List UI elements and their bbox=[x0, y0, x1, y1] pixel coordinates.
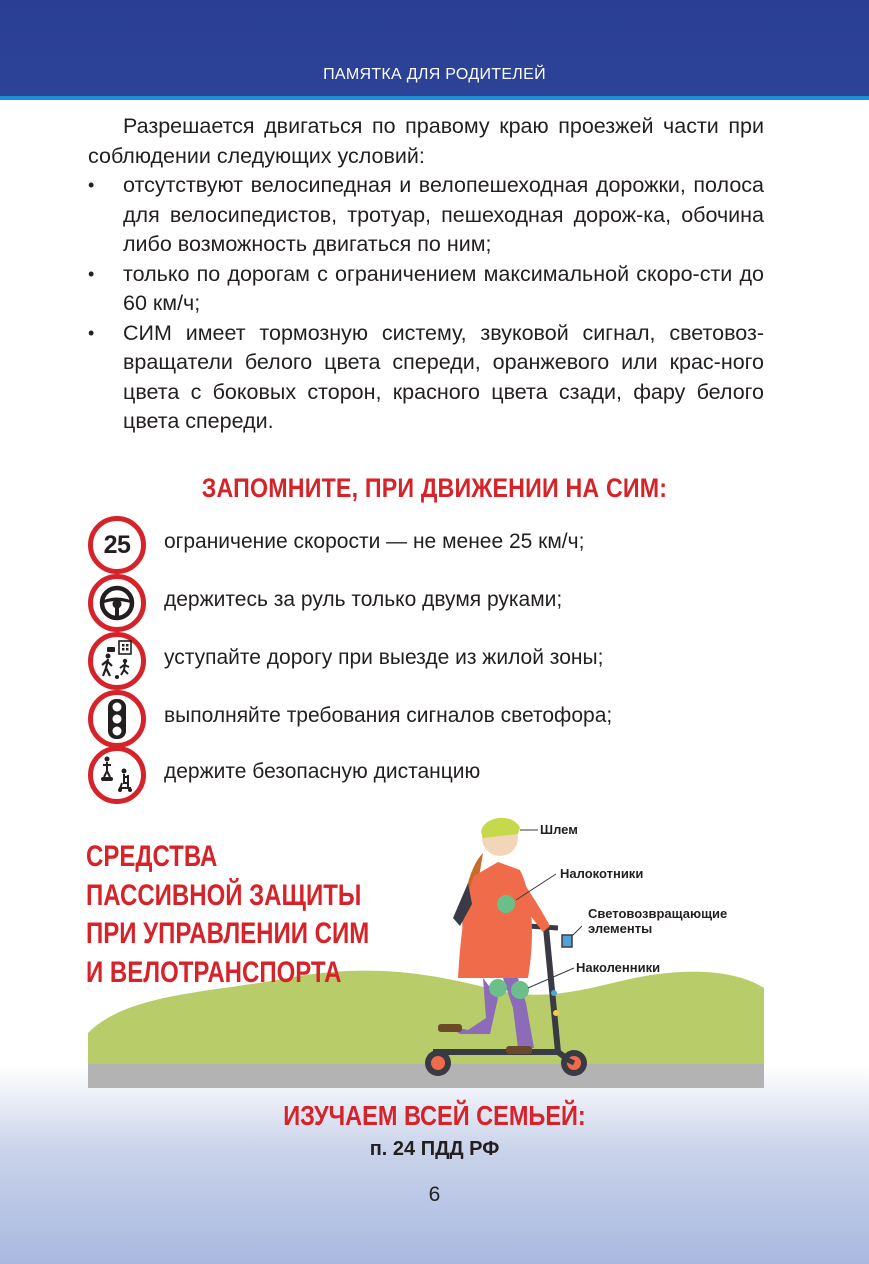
passive-title-line: ПРИ УПРАВЛЕНИИ СИМ bbox=[86, 917, 370, 950]
rule-traffic-light bbox=[88, 690, 768, 748]
rule-text: выполняйте требования сигналов светофора; bbox=[164, 704, 613, 727]
condition-item: • только по дорогам с ограничением максимальной скоро-сти до 60 км/ч; bbox=[88, 260, 764, 319]
passive-title-line: И ВЕЛОТРАНСПОРТА bbox=[86, 955, 342, 989]
intro-text bbox=[88, 112, 764, 437]
passive-title-line: СРЕДСТВА bbox=[86, 840, 218, 873]
condition-item: • СИМ имеет тормозную систему, звуковой сигнал, световоз-вращатели белого цвета спереди, оранжевого или крас-ного цвета с боковых сторон, красного цвета сзади, фару белого цвета спереди. bbox=[88, 319, 764, 437]
speed-limit-value: 25 bbox=[103, 530, 131, 559]
header-title: ПАМЯТКА ДЛЯ РОДИТЕЛЕЙ bbox=[323, 66, 546, 83]
remember-title: ЗАПОМНИТЕ, ПРИ ДВИЖЕНИИ НА СИМ: bbox=[201, 473, 668, 503]
safe-distance-icon bbox=[88, 746, 146, 804]
rule-speed-limit bbox=[88, 516, 768, 574]
label-reflectors-line1: Световозвращающие bbox=[588, 906, 728, 921]
label-reflectors bbox=[588, 906, 727, 936]
label-helmet: Шлем bbox=[540, 822, 578, 837]
rule-text: держите безопасную дистанцию bbox=[164, 760, 481, 783]
label-knee-pads: Наколенники bbox=[576, 960, 661, 975]
passive-title-line: ПАССИВНОЙ ЗАЩИТЫ bbox=[86, 878, 362, 912]
page-number: 6 bbox=[428, 1183, 441, 1206]
intro-paragraph: Разрешается двигаться по правому краю проезжей части при соблюдении следующих условий: bbox=[88, 114, 764, 168]
speed-limit-25-icon bbox=[88, 516, 146, 574]
rule-residential-zone bbox=[88, 632, 768, 690]
rule-steering bbox=[88, 574, 768, 632]
label-elbow-pads: Налокотники bbox=[560, 866, 644, 881]
traffic-light-icon bbox=[88, 690, 146, 748]
family-study-title: ИЗУЧАЕМ ВСЕЙ СЕМЬЕЙ: bbox=[283, 1100, 586, 1131]
rule-text: держитесь за руль только двумя руками; bbox=[164, 588, 563, 611]
rule-safe-distance bbox=[88, 746, 768, 804]
rule-text: ограничение скорости — не менее 25 км/ч; bbox=[164, 530, 585, 553]
pedestrians-residential-zone-icon bbox=[88, 632, 146, 690]
rule-text: уступайте дорогу при выезде из жилой зоны; bbox=[164, 646, 604, 669]
label-reflectors-line2: элементы bbox=[588, 921, 653, 936]
header-bar bbox=[0, 0, 869, 100]
conditions-list bbox=[88, 171, 764, 437]
family-study-subtitle: п. 24 ПДД РФ bbox=[369, 1138, 500, 1160]
steering-wheel-icon bbox=[88, 574, 146, 632]
passive-protection-title bbox=[86, 838, 369, 992]
condition-item: • отсутствуют велосипедная и велопешеходная дорожки, полоса для велосипедистов, тротуар, пешеходная дорож-ка, обочина либо возможность двигаться по ним; bbox=[88, 171, 764, 260]
